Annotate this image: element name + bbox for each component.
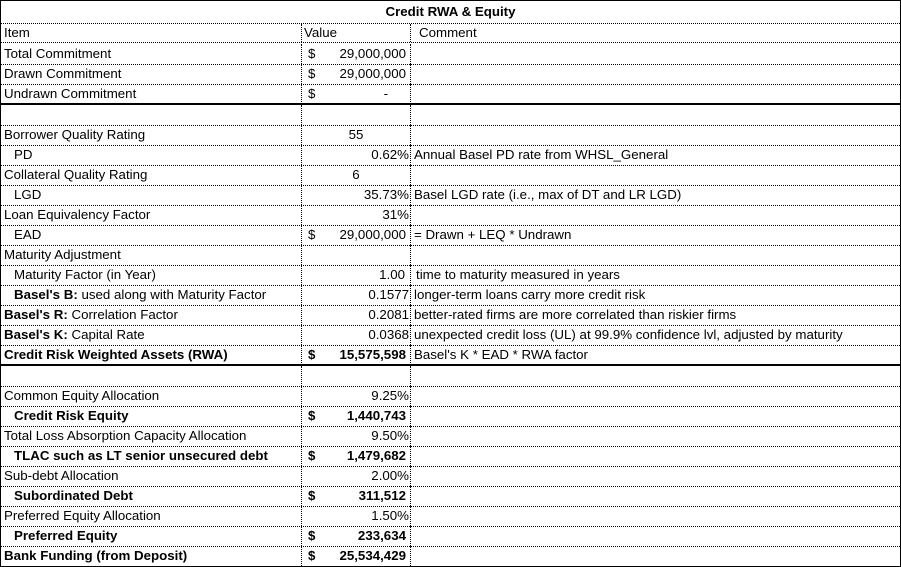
currency-symbol: $ [308, 408, 316, 423]
currency-symbol: $ [308, 528, 316, 543]
blank-row [1, 364, 900, 387]
row-value: 9.50% [371, 428, 409, 443]
header-value-cell [301, 24, 411, 42]
table-row [1, 205, 900, 226]
row-value: 0.1577 [368, 287, 409, 302]
value-cell [301, 386, 411, 406]
row-item-rest: used along with Maturity Factor [77, 287, 267, 302]
row-item-rest: Correlation Factor [67, 307, 178, 322]
row-comment: Annual Basel PD rate from WHSL_General [414, 147, 669, 162]
table-row [1, 285, 900, 306]
value-cell [301, 406, 411, 426]
row-item: Total Commitment [4, 46, 112, 61]
row-item: LGD [14, 187, 42, 202]
row-comment: = Drawn + LEQ * Undrawn [414, 227, 572, 242]
row-item: Maturity Adjustment [4, 247, 121, 262]
table-row [1, 486, 900, 507]
value-cell [301, 426, 411, 446]
value-cell [301, 446, 411, 466]
row-item-bold: Basel's R: [4, 307, 68, 322]
row-value: 0.2081 [368, 307, 409, 322]
row-comment: time to maturity measured in years [416, 267, 620, 282]
currency-symbol: $ [308, 227, 316, 242]
row-item: Borrower Quality Rating [4, 127, 146, 142]
row-value: 29,000,000 [339, 227, 406, 242]
table-row [1, 426, 900, 447]
row-value: 1.00 [379, 267, 405, 282]
row-item: Common Equity Allocation [4, 388, 160, 403]
row-value: 1,440,743 [346, 408, 406, 423]
row-comment: unexpected credit loss (UL) at 99.9% confidence lvl, adjusted by maturity [414, 327, 843, 342]
table-row [1, 506, 900, 527]
table-row [1, 526, 900, 547]
value-cell [301, 366, 411, 386]
table-row [1, 185, 900, 206]
table-row [1, 446, 900, 467]
row-item: Undrawn Commitment [4, 86, 137, 101]
row-item: Bank Funding (from Deposit) [4, 548, 188, 563]
value-cell [301, 285, 411, 305]
value-cell [301, 526, 411, 546]
header-value: Value [304, 25, 338, 40]
table-row [1, 245, 900, 266]
table-row [1, 145, 900, 166]
row-item: Collateral Quality Rating [4, 167, 148, 182]
currency-symbol: $ [308, 46, 316, 61]
value-cell [301, 345, 411, 365]
sheet-title: Credit RWA & Equity [1, 1, 900, 24]
value-cell [301, 245, 411, 265]
value-cell [301, 466, 411, 486]
row-item: Credit Risk Equity [14, 408, 129, 423]
row-item-rest: Capital Rate [67, 327, 145, 342]
row-item: Loan Equivalency Factor [4, 207, 151, 222]
currency-symbol: $ [308, 548, 316, 563]
currency-symbol: $ [308, 66, 316, 81]
row-comment: Basel LGD rate (i.e., max of DT and LR LGD) [414, 187, 682, 202]
row-value: 2.00% [371, 468, 409, 483]
header-row [1, 24, 900, 43]
row-value: 0.62% [371, 147, 409, 162]
table-row [1, 225, 900, 246]
row-value: 1.50% [371, 508, 409, 523]
table-row [1, 165, 900, 186]
table-row [1, 546, 900, 566]
value-cell [301, 84, 411, 104]
row-value: 311,512 [358, 488, 406, 503]
row-value: 55 [348, 127, 364, 142]
currency-symbol: $ [308, 86, 316, 101]
row-item: PD [14, 147, 33, 162]
value-cell [301, 125, 411, 145]
row-value: 233,634 [357, 528, 406, 543]
value-cell [301, 64, 411, 84]
value-cell [301, 225, 411, 245]
value-cell [301, 185, 411, 205]
row-value: 29,000,000 [339, 66, 406, 81]
row-item-bold: Basel's K: [4, 327, 68, 342]
row-value: 25,534,429 [339, 548, 406, 563]
row-value: 6 [352, 167, 360, 182]
row-value: 9.25% [371, 388, 409, 403]
row-item-bold: Basel's B: [14, 287, 78, 302]
value-cell [301, 105, 411, 125]
blank-row [1, 103, 900, 126]
row-item: Drawn Commitment [4, 66, 122, 81]
row-item: Maturity Factor (in Year) [14, 267, 156, 282]
row-comment: longer-term loans carry more credit risk [414, 287, 646, 302]
table-row [1, 125, 900, 146]
row-value: 0.0368 [368, 327, 409, 342]
value-cell [301, 145, 411, 165]
row-item: Total Loss Absorption Capacity Allocation [4, 428, 247, 443]
value-cell [301, 506, 411, 526]
row-item: Preferred Equity Allocation [4, 508, 161, 523]
currency-symbol: $ [308, 488, 316, 503]
row-value: - [383, 86, 388, 101]
table-row [1, 305, 900, 326]
currency-symbol: $ [308, 347, 316, 362]
row-item: Subordinated Debt [14, 488, 133, 503]
value-cell [301, 486, 411, 506]
table-row [1, 386, 900, 407]
row-item [4, 325, 298, 345]
table-row [1, 345, 900, 366]
table-row [1, 325, 900, 346]
value-cell [301, 305, 411, 325]
row-value: 35.73% [363, 187, 409, 202]
row-comment: better-rated firms are more correlated than riskier firms [414, 307, 737, 322]
row-value: 31% [382, 207, 409, 222]
row-item: Credit Risk Weighted Assets (RWA) [4, 347, 228, 362]
table-row [1, 265, 900, 286]
value-cell [301, 44, 411, 64]
value-cell [301, 165, 411, 185]
row-value: 29,000,000 [339, 46, 406, 61]
row-item: Preferred Equity [14, 528, 118, 543]
row-item [4, 305, 298, 325]
value-cell [301, 265, 411, 285]
row-value: 1,479,682 [346, 448, 406, 463]
row-comment: Basel's K * EAD * RWA factor [414, 347, 588, 362]
table-row [1, 64, 900, 85]
table-row [1, 44, 900, 65]
row-value: 15,575,598 [339, 347, 406, 362]
row-item: EAD [14, 227, 42, 242]
table-row [1, 466, 900, 487]
row-item: Sub-debt Allocation [4, 468, 119, 483]
value-cell [301, 546, 411, 566]
value-cell [301, 325, 411, 345]
value-cell [301, 205, 411, 225]
table-row [1, 406, 900, 427]
row-item: TLAC such as LT senior unsecured debt [14, 448, 268, 463]
header-comment: Comment [419, 25, 477, 40]
table-row [1, 84, 900, 105]
currency-symbol: $ [308, 448, 316, 463]
row-item [4, 285, 308, 305]
header-item: Item [4, 25, 30, 40]
